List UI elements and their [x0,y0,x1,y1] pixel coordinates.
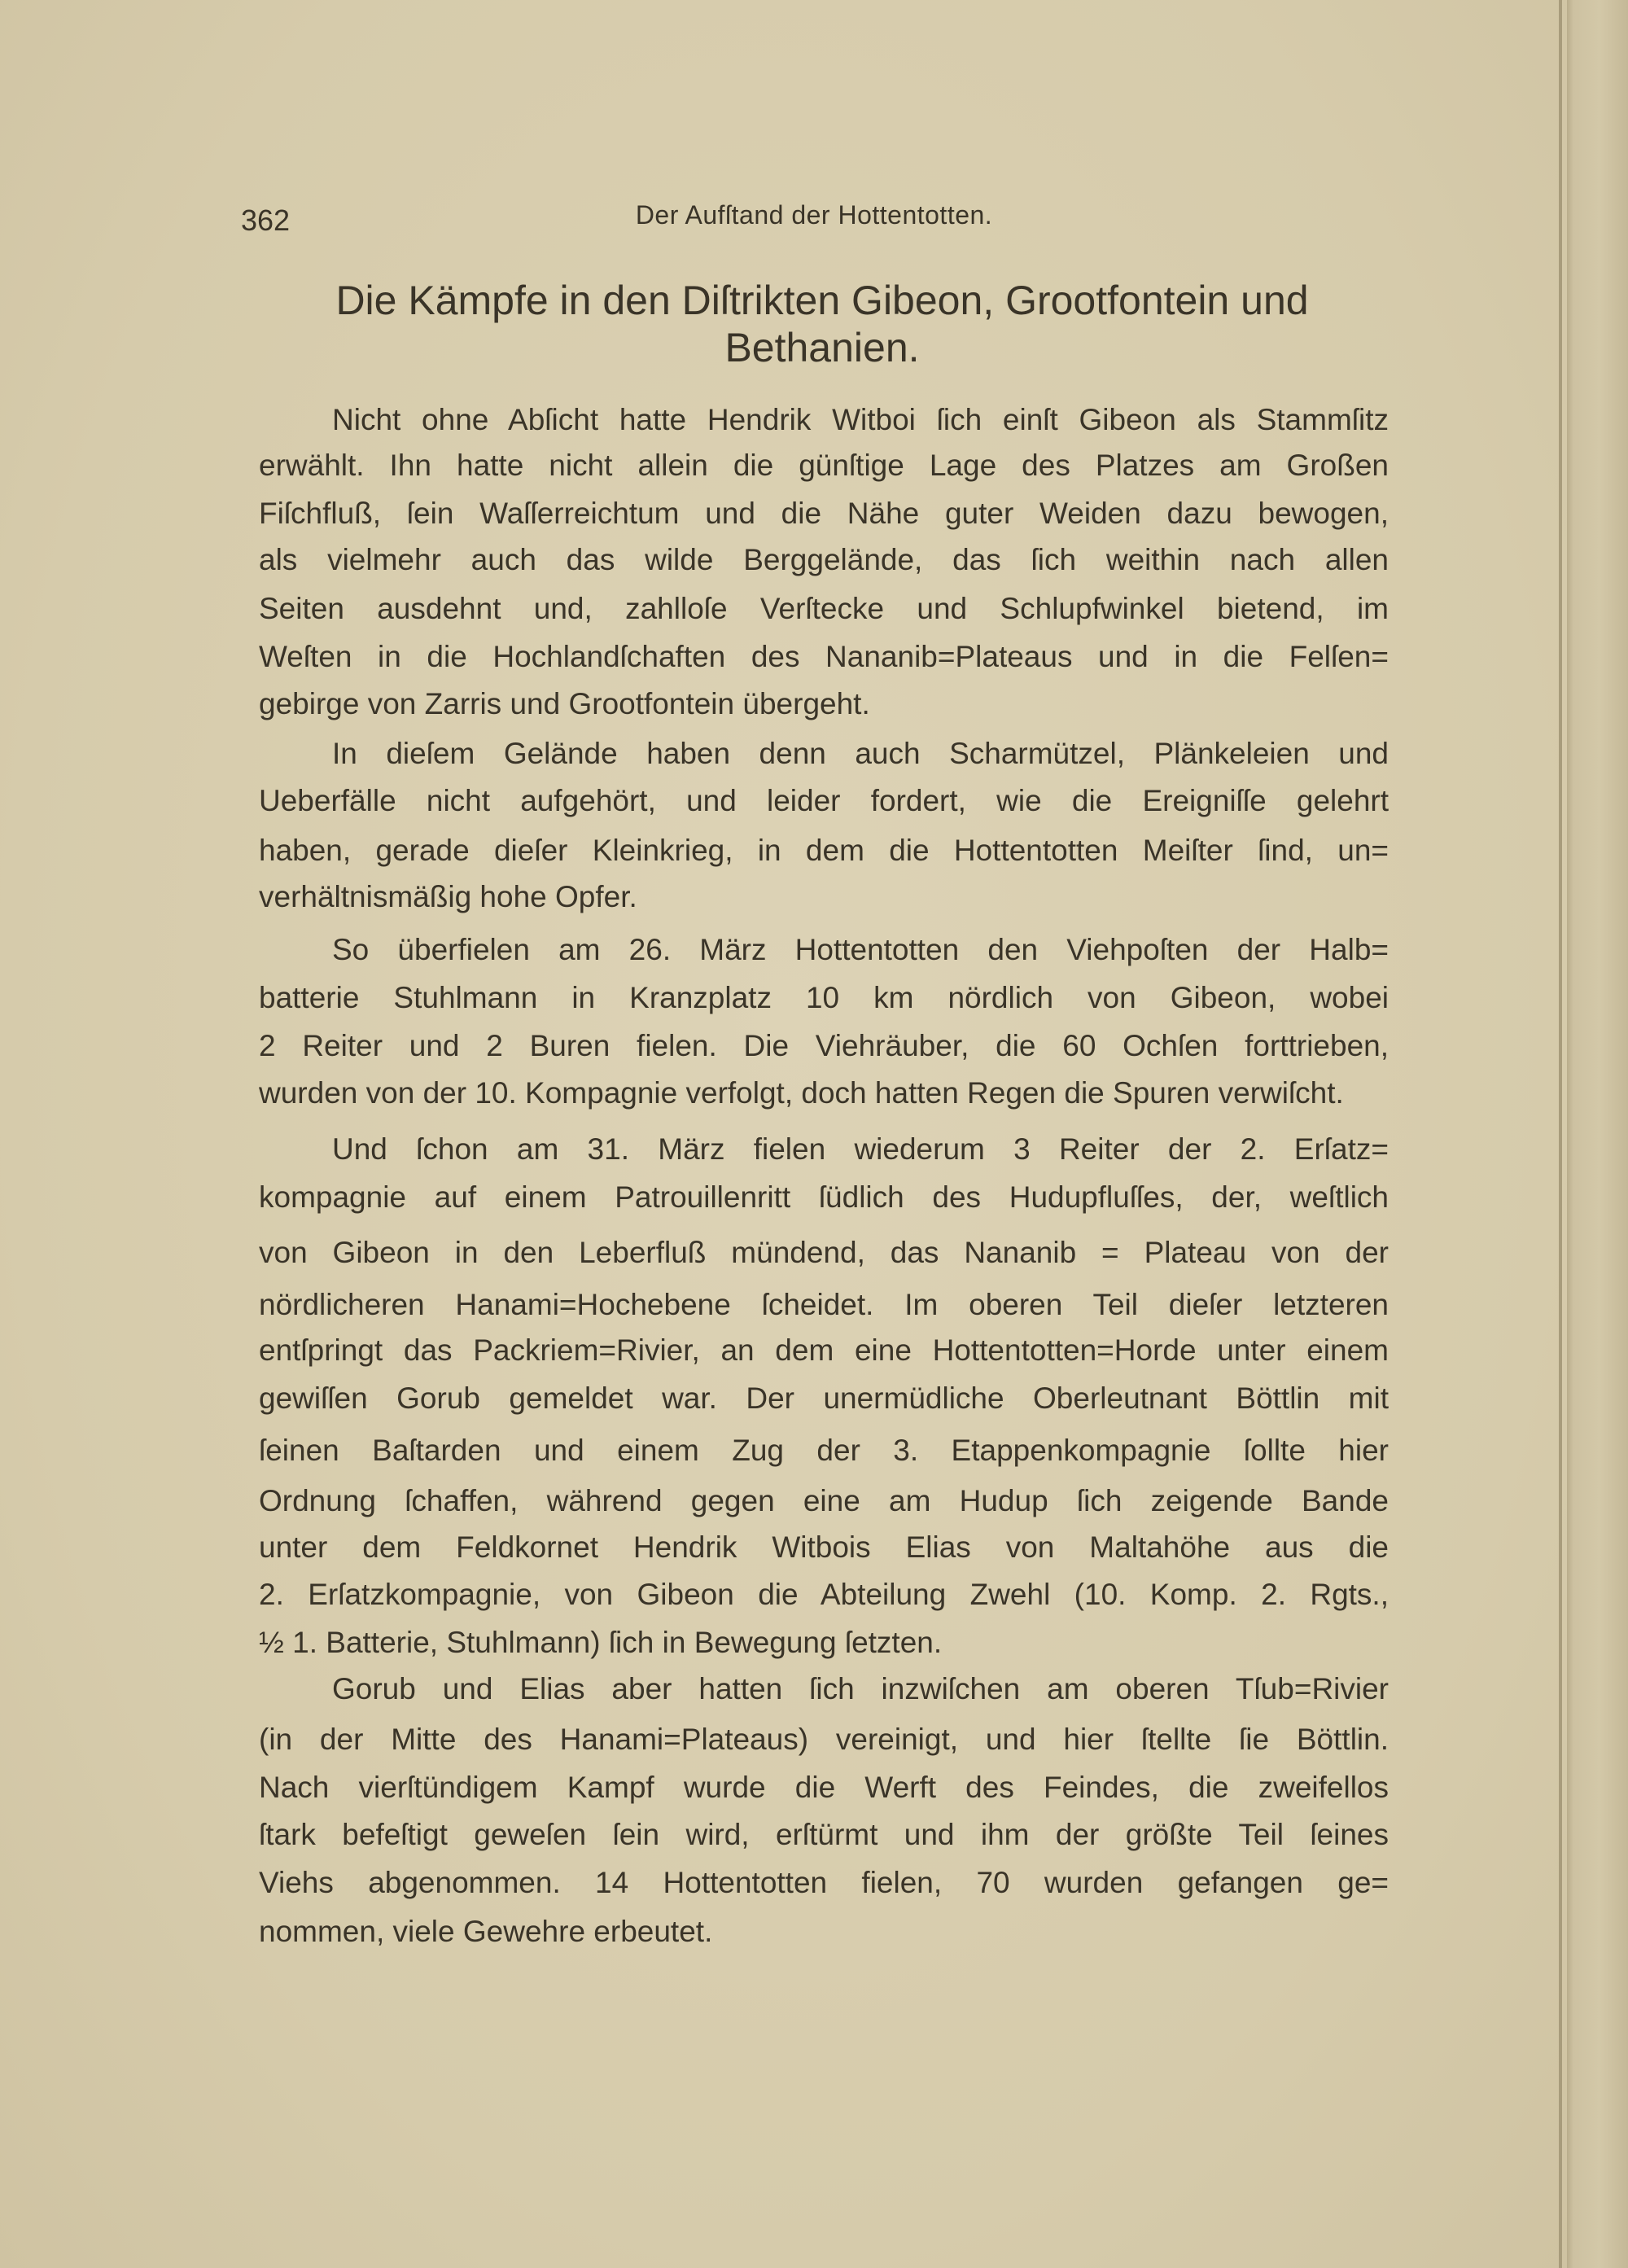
text-line: nördlicheren Hanami=Hochebene ſcheidet. Im oberen Teil dieſer letzteren [259,1287,1389,1321]
text-line: Nach vierſtündigem Kampf wurde die Werft des Feindes, die zweifellos [259,1770,1389,1804]
text-line: Seiten ausdehnt und, zahlloſe Verſtecke und Schlupfwinkel bietend, im [259,592,1389,626]
chapter-title-line-1: Die Kämpfe in den Diſtrikten Gibeon, Grootfontein und [335,278,1309,323]
text-line: 2. Erſatzkompagnie, von Gibeon die Abteilung Zwehl (10. Komp. 2. Rgts., [259,1578,1389,1612]
text-line: Viehs abgenommen. 14 Hottentotten fielen, 70 wurden gefangen ge= [259,1865,1389,1899]
page-gutter-line [1559,0,1562,2268]
text-line: Gorub und Elias aber hatten ſich inzwiſchen am oberen Tſub=Rivier [332,1671,1389,1705]
text-line: ſtark befeſtigt geweſen ſein wird, erſtürmt und ihm der größte Teil ſeines [259,1818,1389,1852]
text-line: Weſten in die Hochlandſchaften des Nananib=Plateaus und in die Felſen= [259,639,1389,673]
text-line: haben, gerade dieſer Kleinkrieg, in dem die Hottentotten Meiſter ſind, un= [259,833,1389,867]
text-line: gewiſſen Gorub gemeldet war. Der unermüdliche Oberleutnant Böttlin mit [259,1381,1389,1415]
text-line: 2 Reiter und 2 Buren fielen. Die Viehräuber, die 60 Ochſen forttrieben, [259,1028,1389,1062]
text-line: kompagnie auf einem Patrouillenritt ſüdlich des Hudupfluſſes, der, weſtlich [259,1180,1389,1215]
text-line: (in der Mitte des Hanami=Plateaus) vereinigt, und hier ſtellte ſie Böttlin. [259,1723,1389,1757]
text-line: erwählt. Ihn hatte nicht allein die günſtige Lage des Platzes am Großen [259,449,1389,483]
text-line: unter dem Feldkornet Hendrik Witbois Elias von Maltahöhe aus die [259,1530,1389,1564]
text-line: ſeinen Baſtarden und einem Zug der 3. Etappenkompagnie ſollte hier [259,1433,1389,1467]
text-line: Nicht ohne Abſicht hatte Hendrik Witboi ſich einſt Gibeon als Stammſitz [332,402,1389,436]
page-number: 362 [241,204,291,237]
text-line: Ordnung ſchaffen, während gegen eine am Hudup ſich zeigende Bande [259,1484,1389,1518]
text-line: ½ 1. Batterie, Stuhlmann) ſich in Bewegung ſetzten. [259,1626,943,1660]
text-line: nommen, viele Gewehre erbeutet. [259,1915,713,1949]
text-line: In dieſem Gelände haben denn auch Scharmützel, Plänkeleien und [332,736,1389,770]
text-line: als vielmehr auch das wilde Berggelände, das ſich weithin nach allen [259,542,1389,576]
text-line: entſpringt das Packriem=Rivier, an dem eine Hottentotten=Horde unter einem [259,1333,1389,1368]
text-line: So überfielen am 26. März Hottentotten den Viehpoſten der Halb= [332,933,1389,967]
chapter-title-line-2: Bethanien. [724,325,920,370]
text-line: batterie Stuhlmann in Kranzplatz 10 km nördlich von Gibeon, wobei [259,980,1389,1014]
text-line: verhältnismäßig hohe Opfer. [259,879,637,913]
text-line: Fiſchfluß, ſein Waſſerreichtum und die Nähe guter Weiden dazu bewogen, [259,497,1389,531]
text-line: gebirge von Zarris und Grootfontein übergeht. [259,687,870,721]
text-line: Ueberfälle nicht aufgehört, und leider fordert, wie die Ereigniſſe gelehrt [259,784,1389,818]
text-line: Und ſchon am 31. März fielen wiederum 3 Reiter der 2. Erſatz= [332,1132,1389,1167]
text-line: von Gibeon in den Leberfluß mündend, das Nananib = Plateau von der [259,1235,1389,1269]
text-line: wurden von der 10. Kompagnie verfolgt, doch hatten Regen die Spuren verwiſcht. [259,1076,1344,1110]
next-page-edge [1567,0,1628,2268]
running-head: Der Aufſtand der Hottentotten. [635,200,993,230]
